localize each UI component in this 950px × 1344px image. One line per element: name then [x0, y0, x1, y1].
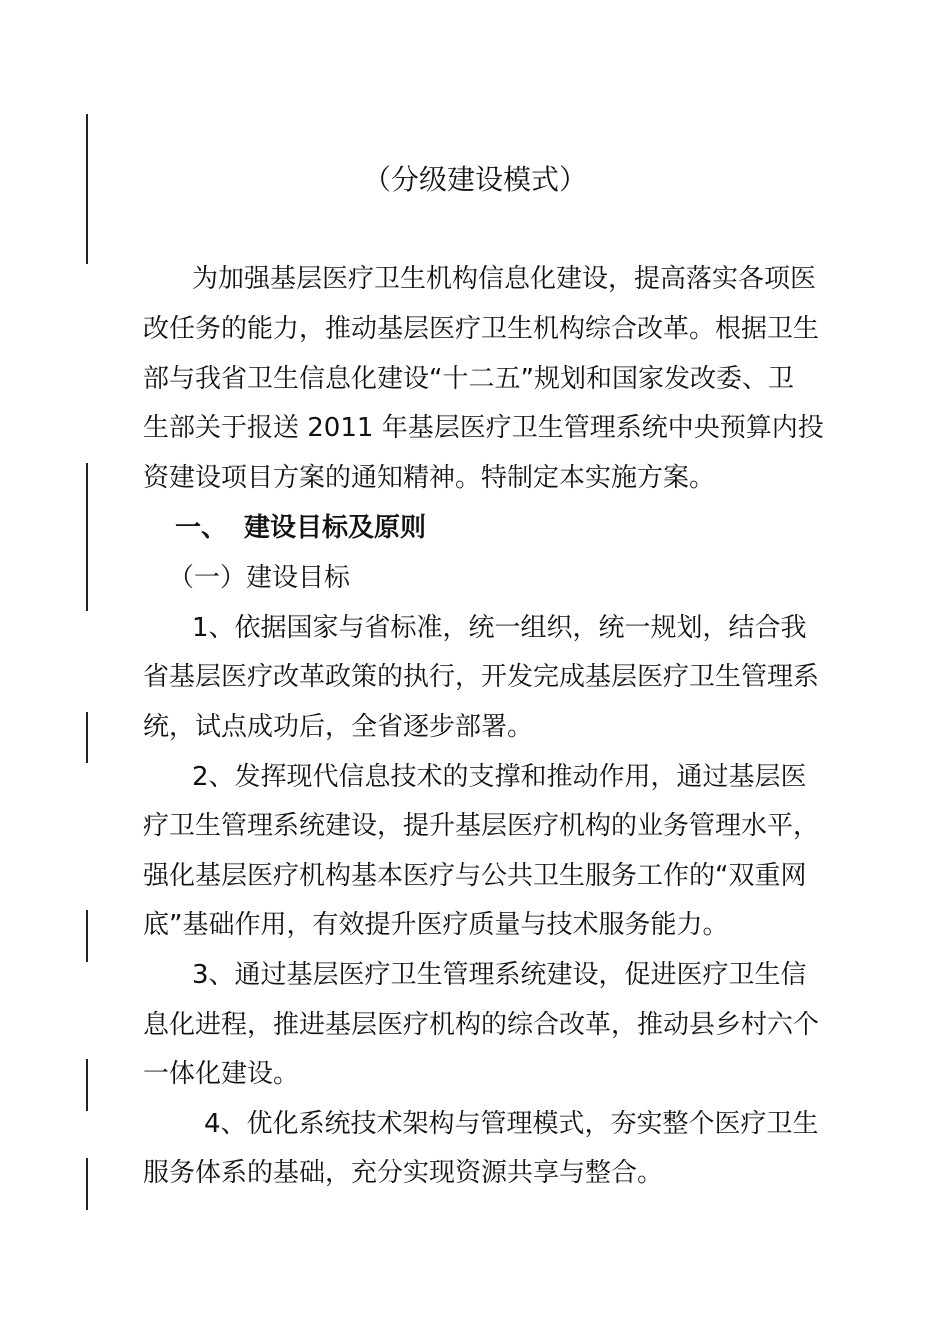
- paragraph-line: 底”基础作用，有效提升医疗质量与技术服务能力。: [143, 910, 729, 940]
- margin-bar: [86, 910, 88, 962]
- paragraph-line: 强化基层医疗机构基本医疗与公共卫生服务工作的“双重网: [143, 861, 807, 891]
- section-title: 建设目标及原则: [244, 513, 427, 543]
- paragraph-line: 服务体系的基础，充分实现资源共享与整合。: [143, 1158, 664, 1188]
- margin-bar: [86, 712, 88, 763]
- paragraph-line: 为加强基层医疗卫生机构信息化建设，提高落实各项医: [192, 264, 817, 294]
- paragraph-line: 2、发挥现代信息技术的支撑和推动作用，通过基层医: [192, 762, 807, 792]
- paragraph-line: 3、通过基层医疗卫生管理系统建设，促进医疗卫生信: [192, 960, 807, 990]
- margin-bar: [86, 1158, 88, 1210]
- section-number: 一、: [175, 513, 228, 543]
- paragraph-line: 疗卫生管理系统建设，提升基层医疗机构的业务管理水平，: [143, 811, 820, 841]
- paragraph-line: 省基层医疗改革政策的执行，开发完成基层医疗卫生管理系: [143, 662, 820, 692]
- paragraph-line: 1、依据国家与省标准，统一组织，统一规划，结合我: [192, 613, 807, 643]
- margin-bar: [86, 463, 88, 611]
- paragraph-line: 统，试点成功后，全省逐步部署。: [143, 712, 534, 742]
- document-title: （分级建设模式）: [362, 163, 587, 196]
- subsection-title: （一）建设目标: [168, 563, 351, 593]
- margin-bar: [86, 1059, 88, 1111]
- paragraph-line: 部与我省卫生信息化建设“十二五”规划和国家发改委、卫: [143, 364, 794, 394]
- paragraph-line: 改任务的能力，推动基层医疗卫生机构综合改革。根据卫生: [143, 314, 820, 344]
- paragraph-line: 息化进程，推进基层医疗机构的综合改革，推动县乡村六个: [143, 1010, 820, 1040]
- paragraph-line: 资建设项目方案的通知精神。特制定本实施方案。: [143, 463, 716, 493]
- paragraph-line: 4、优化系统技术架构与管理模式，夯实整个医疗卫生: [204, 1109, 819, 1139]
- paragraph-line: 一体化建设。: [143, 1059, 300, 1089]
- paragraph-line: 生部关于报送 2011 年基层医疗卫生管理系统中央预算内投: [143, 413, 824, 443]
